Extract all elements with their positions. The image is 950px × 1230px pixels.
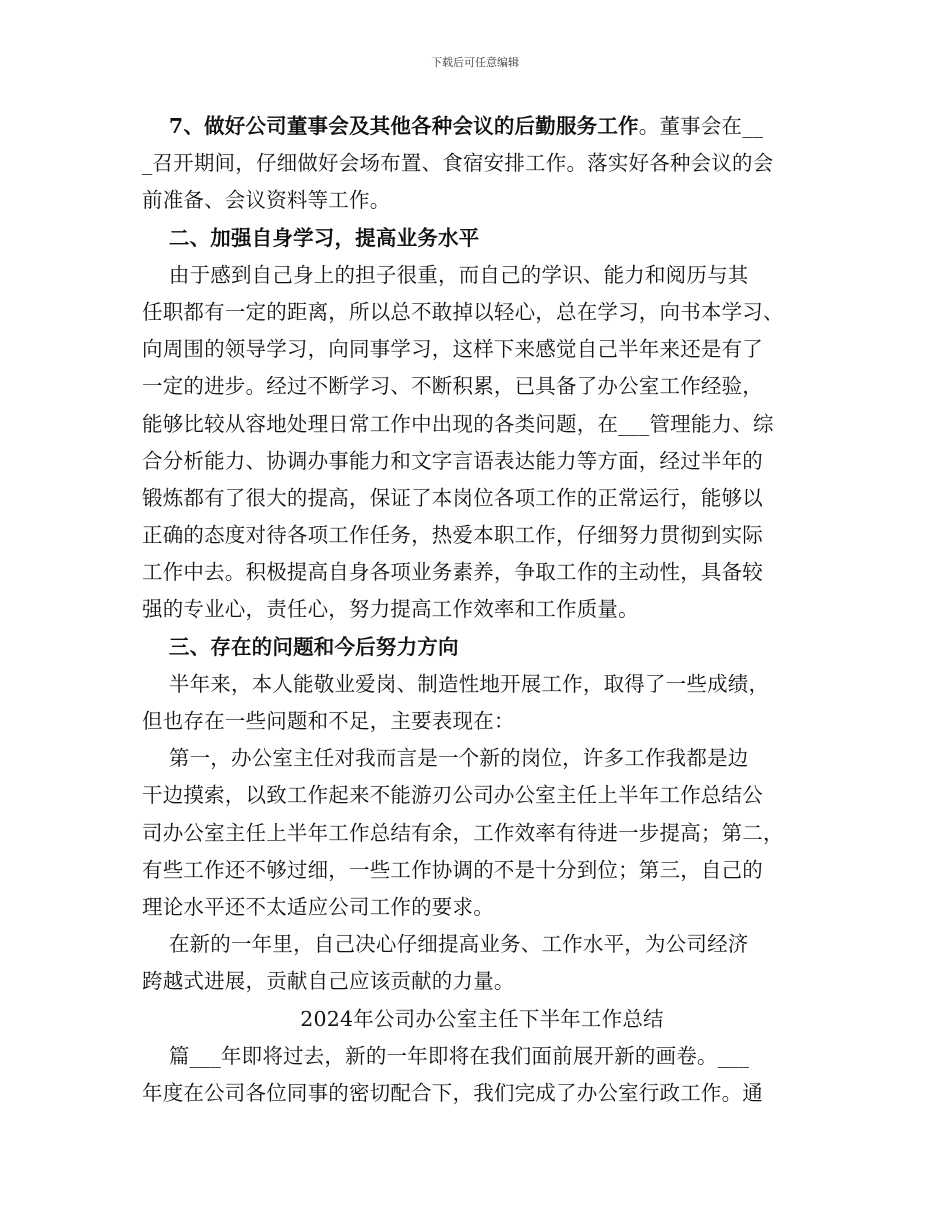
line-text: 2024年公司办公室主任下半年工作总结	[300, 1006, 664, 1031]
text-line	[142, 145, 822, 182]
text-line	[142, 852, 822, 889]
line-text: 前准备、会议资料等工作。	[142, 188, 391, 213]
text-line	[142, 926, 822, 963]
line-text	[142, 114, 169, 138]
line-text: 由于感到自己身上的担子很重，而自己的学识、能力和阅历与其	[142, 262, 749, 287]
line-text: 第一，办公室主任对我而言是一个新的岗位，许多工作我都是边	[142, 746, 749, 771]
text-line	[142, 182, 822, 219]
text-line	[142, 257, 822, 294]
text-line	[142, 703, 822, 740]
text-line	[142, 963, 822, 1000]
line-text: 正确的态度对待各项工作任务，热爱本职工作，仔细努力贯彻到实际	[142, 523, 763, 548]
text-line	[142, 740, 822, 777]
line-text: 。董事会在__	[638, 114, 764, 138]
text-line	[142, 629, 822, 666]
line-text	[142, 635, 169, 659]
text-line	[142, 220, 822, 257]
text-line	[142, 1038, 822, 1075]
line-text: 能够比较从容地处理日常工作中出现的各类问题，在___管理能力、综	[142, 411, 774, 436]
text-line	[142, 666, 822, 703]
line-text: 司办公室主任上半年工作总结有余，工作效率有待进一步提高；第二，	[142, 820, 784, 845]
line-text: 但也存在一些问题和不足，主要表现在：	[142, 709, 515, 733]
text-line	[142, 554, 822, 591]
text-line	[142, 108, 822, 145]
text-line	[142, 294, 822, 331]
line-text: 工作中去。积极提高自身各项业务素养，争取工作的主动性，具备较	[142, 560, 763, 585]
line-text: 合分析能力、协调办事能力和文字言语表达能力等方面，经过半年的	[142, 448, 763, 473]
text-line	[142, 1075, 822, 1112]
line-text: 跨越式进展，贡献自己应该贡献的力量。	[142, 969, 515, 994]
line-text: 干边摸索，以致工作起来不能游刃公司办公室主任上半年工作总结公	[142, 783, 763, 808]
bold-heading-text: 7、做好公司董事会及其他各种会议的后勤服务工作	[168, 114, 639, 138]
line-text: 任职都有一定的距离，所以总不敢掉以轻心，总在学习，向书本学习、	[142, 299, 784, 324]
line-text: 年度在公司各位同事的密切配合下，我们完成了办公室行政工作。通	[142, 1080, 763, 1105]
text-line	[142, 480, 822, 517]
bold-heading-text: 三、存在的问题和今后努力方向	[168, 634, 459, 659]
text-line	[142, 368, 822, 405]
line-text: 一定的进步。经过不断学习、不断积累，已具备了办公室工作经验，	[142, 374, 763, 399]
text-line	[142, 889, 822, 926]
line-text: 有些工作还不够过细，一些工作协调的不是十分到位；第三，自己的	[142, 857, 763, 882]
bold-heading-text: 二、加强自身学习，提高业务水平	[168, 225, 480, 250]
section-title	[142, 1001, 822, 1038]
text-line	[142, 331, 822, 368]
line-text: _召开期间，仔细做好会场布置、食宿安排工作。落实好各种会议的会	[142, 151, 774, 176]
text-line	[142, 517, 822, 554]
text-line	[142, 777, 822, 814]
page-header-note: 下载后可任意编辑	[431, 56, 519, 69]
text-line	[142, 406, 822, 443]
line-text: 在新的一年里，自己决心仔细提高业务、工作水平，为公司经济	[142, 932, 749, 957]
line-text	[142, 226, 169, 250]
line-text: 锻炼都有了很大的提高，保证了本岗位各项工作的正常运行，能够以	[142, 485, 763, 510]
line-text: 强的专业心，责任心，努力提高工作效率和工作质量。	[142, 597, 639, 622]
document-body	[142, 108, 822, 1112]
text-line	[142, 591, 822, 628]
text-line	[142, 443, 822, 480]
line-text: 理论水平还不太适应公司工作的要求。	[142, 894, 494, 919]
line-text: 向周围的领导学习，向同事学习，这样下来感觉自己半年来还是有了	[142, 337, 763, 362]
text-line	[142, 815, 822, 852]
line-text: 半年来，本人能敬业爱岗、制造性地开展工作，取得了一些成绩，	[142, 671, 770, 696]
line-text: 篇___年即将过去，新的一年即将在我们面前展开新的画卷。___	[142, 1043, 750, 1068]
